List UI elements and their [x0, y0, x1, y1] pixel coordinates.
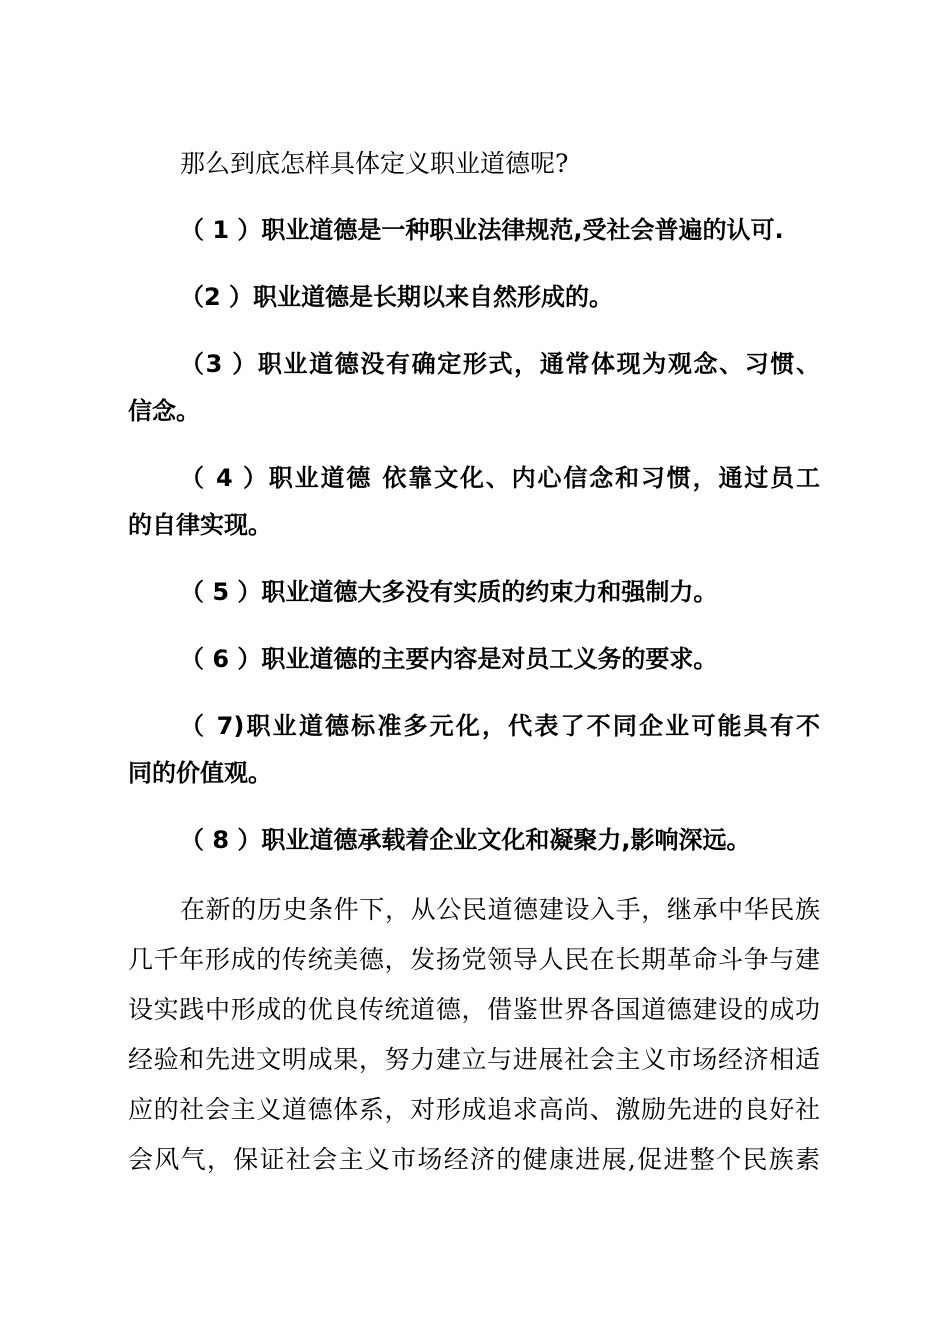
item-3-line-1: （3 ）职业道德没有确定形式，通常体现为观念、习惯、 [180, 350, 820, 378]
paragraph-line-1: 在新的历史条件下，从公民道德建设入手，继承中华民族 [180, 895, 820, 924]
item-3-line-2: 信念。 [128, 397, 200, 425]
item-7-line-1: （ 7)职业道德标准多元化，代表了不同企业可能具有不 [180, 712, 820, 740]
item-6-line-1: （ 6 ）职业道德的主要内容是对员工义务的要求。 [180, 645, 718, 673]
item-7-line-2: 同的价值观。 [128, 759, 272, 787]
paragraph-line-4: 经验和先进文明成果，努力建立与进展社会主义市场经济相适 [128, 1045, 820, 1074]
item-4-line-2: 的自律实现。 [128, 511, 272, 539]
item-4-line-1: （ 4 ）职业道德 依靠文化、内心信念和习惯，通过员工 [180, 464, 820, 492]
item-1-line-1: （ 1 ）职业道德是一种职业法律规范,受社会普遍的认可. [180, 216, 784, 244]
item-5-line-1: （ 5 ）职业道德大多没有实质的约束力和强制力。 [180, 578, 718, 606]
intro-question: 那么到底怎样具体定义职业道德呢? [180, 149, 569, 178]
paragraph-line-3: 设实践中形成的优良传统道德，借鉴世界各国道德建设的成功 [128, 995, 820, 1024]
paragraph-line-5: 应的社会主义道德体系，对形成追求高尚、激励先进的良好社 [128, 1095, 820, 1124]
item-2-line-1: （2 ）职业道德是长期以来自然形成的。 [180, 283, 614, 311]
paragraph-line-2: 几千年形成的传统美德，发扬党领导人民在长期革命斗争与建 [128, 945, 820, 974]
paragraph-line-6: 会风气，保证社会主义市场经济的健康进展,促进整个民族素 [128, 1145, 820, 1174]
item-8-line-1: （ 8 ）职业道德承载着企业文化和凝聚力,影响深远。 [180, 826, 751, 854]
